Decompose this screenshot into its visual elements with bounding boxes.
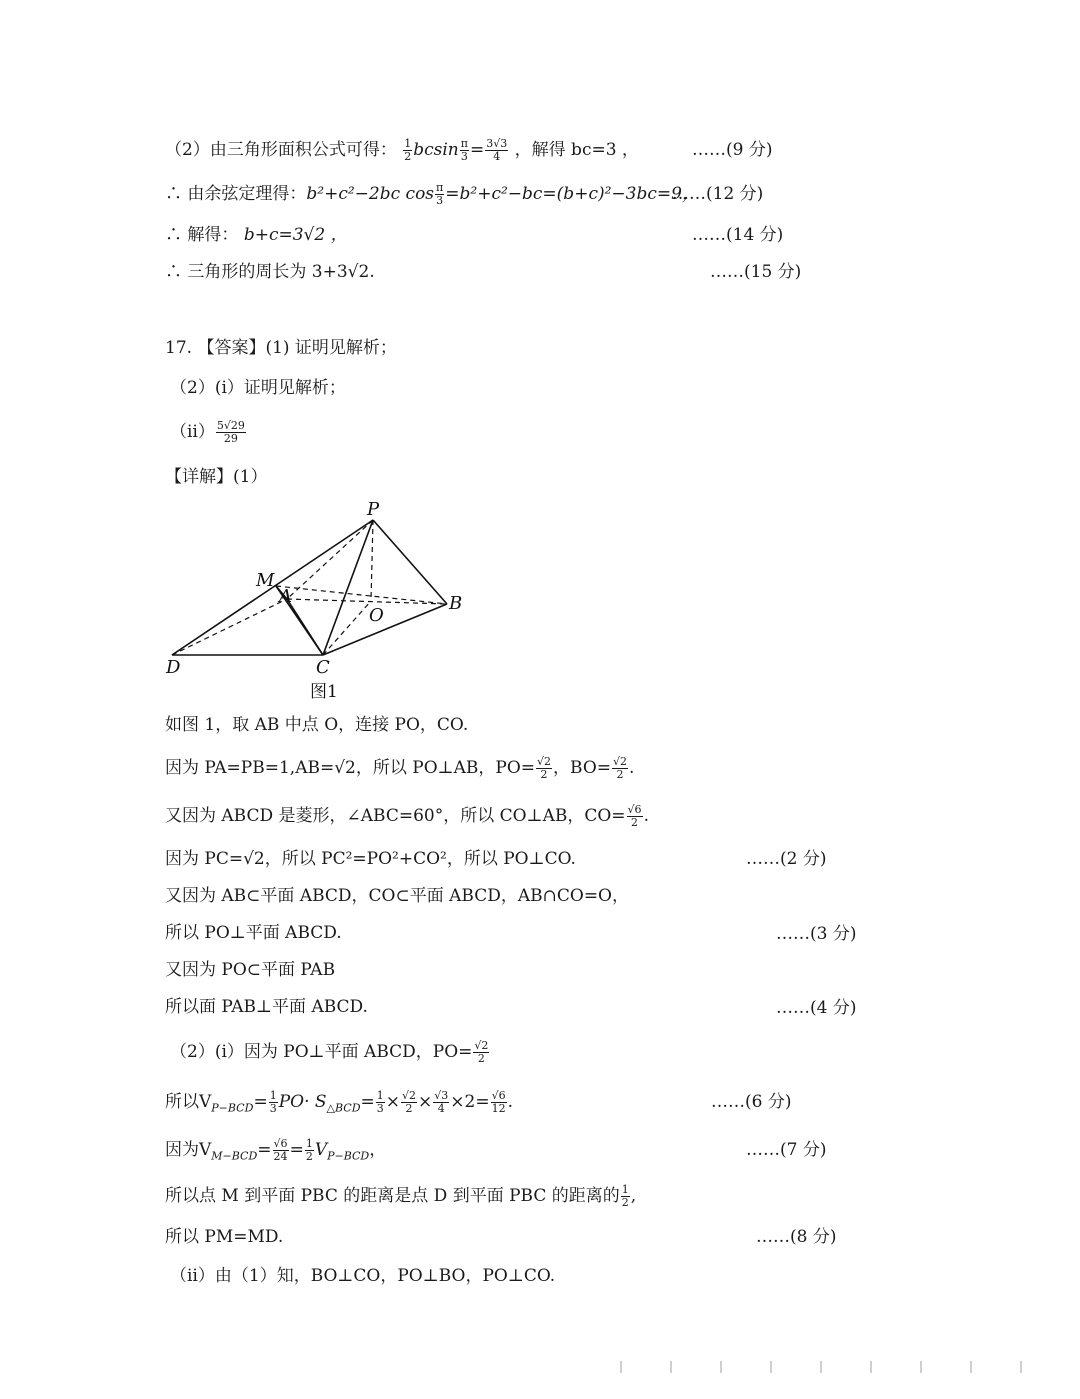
fraction-answer: $\frac{5√29}{29}$ [216,419,245,445]
edge-PO [371,520,373,601]
text: △BCD [326,1101,361,1115]
fraction-root2-2: $\frac{√2}{2}$ [537,755,552,781]
text: b²+c²−2bc cos [306,184,435,204]
label-A: A [279,586,292,607]
p17-detail-heading: 【详解】(1） [165,467,268,487]
fraction-half: $\frac{1}{2}$ [621,1183,629,1209]
text: P−BCD [327,1149,370,1163]
text: = [360,1092,375,1112]
text: = [253,1092,268,1112]
text: （2）由三角形面积公式可得： [165,140,397,160]
text: , [630,1186,637,1206]
text: × [418,1092,433,1112]
score-14: ……(14 分) [692,225,784,245]
text: bcsin [413,140,459,160]
p16-line-4: ∴ 三角形的周长为 3+3√2. [165,262,375,282]
text: = [469,140,485,160]
text: 所以V [165,1092,212,1112]
p17-step-4: 因为 PC=√2，所以 PC²=PO²+CO²，所以 PO⊥CO. [165,849,576,869]
fraction-root2-2: $\frac{√2}{2}$ [474,1039,489,1065]
fraction-half: $\frac{1}{2}$ [305,1137,313,1163]
fraction-pi-3: $\frac{\pi}{3}$ [460,137,468,163]
edge-PC [323,520,373,655]
pyramid-figure [160,495,490,705]
p17-step-13: 所以 PM=MD. [165,1227,284,1247]
score-9: ……(9 分) [692,140,773,160]
label-O: O [369,605,384,626]
fraction-pi-3: $\frac{\pi}{3}$ [436,181,444,207]
p17-step-10 [165,1090,513,1120]
text: 又因为 ABCD 是菱形，∠ABC=60°，所以 CO⊥AB，CO= [165,806,626,826]
p17-step-14: （ⅱ）由（1）知，BO⊥CO，PO⊥BO，PO⊥CO. [170,1266,556,1286]
p17-step-1: 如图 1，取 AB 中点 O，连接 PO，CO. [165,715,469,735]
p17-step-9 [170,1040,490,1065]
score-4: ……(4 分) [776,998,857,1018]
label-M: M [256,570,275,591]
text: . [643,806,649,826]
fraction-root6-2: $\frac{√6}{2}$ [627,803,642,829]
p17-step-6: 所以 PO⊥平面 ABCD. [165,923,342,943]
score-6: ……(6 分) [711,1092,792,1112]
p17-answer-heading: 17. 【答案】(1) 证明见解析； [165,338,397,358]
text: × [385,1092,401,1112]
label-C: C [316,657,330,678]
scan-edge-marks [580,1358,1060,1374]
p16-line-3 [165,223,348,247]
score-12: ……(12 分) [672,184,764,204]
text: PO· S [278,1092,327,1112]
score-15: ……(15 分) [710,262,802,282]
score-3: ……(3 分) [776,924,857,944]
text: 因为 PA=PB=1,AB=√2，所以 PO⊥AB，PO= [165,758,536,778]
text: M−BCD [211,1149,258,1163]
p17-answer-2ii [170,420,247,445]
fraction-root2-2: $\frac{√2}{2}$ [613,755,628,781]
text: P−BCD [211,1101,254,1115]
p17-answer-2i: （2）(ⅰ）证明见解析； [170,378,346,398]
label-B: B [449,593,463,614]
p17-step-11 [165,1138,386,1168]
text: ，解得 bc=3 ， [514,140,639,160]
p17-step-2 [165,756,634,781]
text: =b²+c²−bc=(b+c)²−3bc=9， [445,184,699,204]
score-8: ……(8 分) [756,1227,837,1247]
edge-CB [323,604,447,655]
text: . [629,758,635,778]
text: . [507,1092,514,1112]
label-P: P [367,499,380,520]
edge-CO [323,601,371,655]
fraction-area: $\frac{3√3}{4}$ [486,137,508,163]
text: b+c=3√2 ， [243,225,348,245]
fraction-third: $\frac{1}{3}$ [376,1089,384,1115]
p16-line-1 [165,138,639,163]
text: （ⅱ） [170,422,215,442]
p16-line-2 [165,182,699,207]
text: V [314,1140,328,1160]
score-2: ……(2 分) [746,849,827,869]
fraction-root3-4: $\frac{√3}{4}$ [434,1089,449,1115]
text: ×2= [450,1092,490,1112]
text: ∴ 解得： [165,225,244,245]
text: ，BO= [553,758,612,778]
text: （2）(ⅰ）因为 PO⊥平面 ABCD，PO= [170,1042,473,1062]
p17-step-7: 又因为 PO⊂平面 PAB [165,960,336,980]
figure-caption: 图1 [310,682,338,702]
fraction-root6-24: $\frac{√6}{24}$ [273,1137,288,1163]
text: ∴ 由余弦定理得： [165,184,307,204]
edge-PA [287,520,373,599]
text: ， [369,1140,387,1160]
edge-DA [172,599,287,655]
score-7: ……(7 分) [746,1140,827,1160]
p17-step-5: 又因为 AB⊂平面 ABCD，CO⊂平面 ABCD，AB∩CO=O， [165,886,629,906]
p17-step-8: 所以面 PAB⊥平面 ABCD. [165,997,368,1017]
text: = [257,1140,272,1160]
edge-PB [373,520,447,604]
text: 所以点 M 到平面 PBC 的距离是点 D 到平面 PBC 的距离的 [165,1186,620,1206]
p17-step-3 [165,804,649,829]
p17-step-12 [165,1184,636,1209]
fraction-root6-12: $\frac{√6}{12}$ [491,1089,506,1115]
fraction-root2-2: $\frac{√2}{2}$ [402,1089,417,1115]
fraction-half: $\frac{1}{2}$ [404,137,412,163]
text: = [289,1140,304,1160]
text: 因为V [165,1140,212,1160]
fraction-third: $\frac{1}{3}$ [269,1089,277,1115]
label-D: D [166,657,181,678]
